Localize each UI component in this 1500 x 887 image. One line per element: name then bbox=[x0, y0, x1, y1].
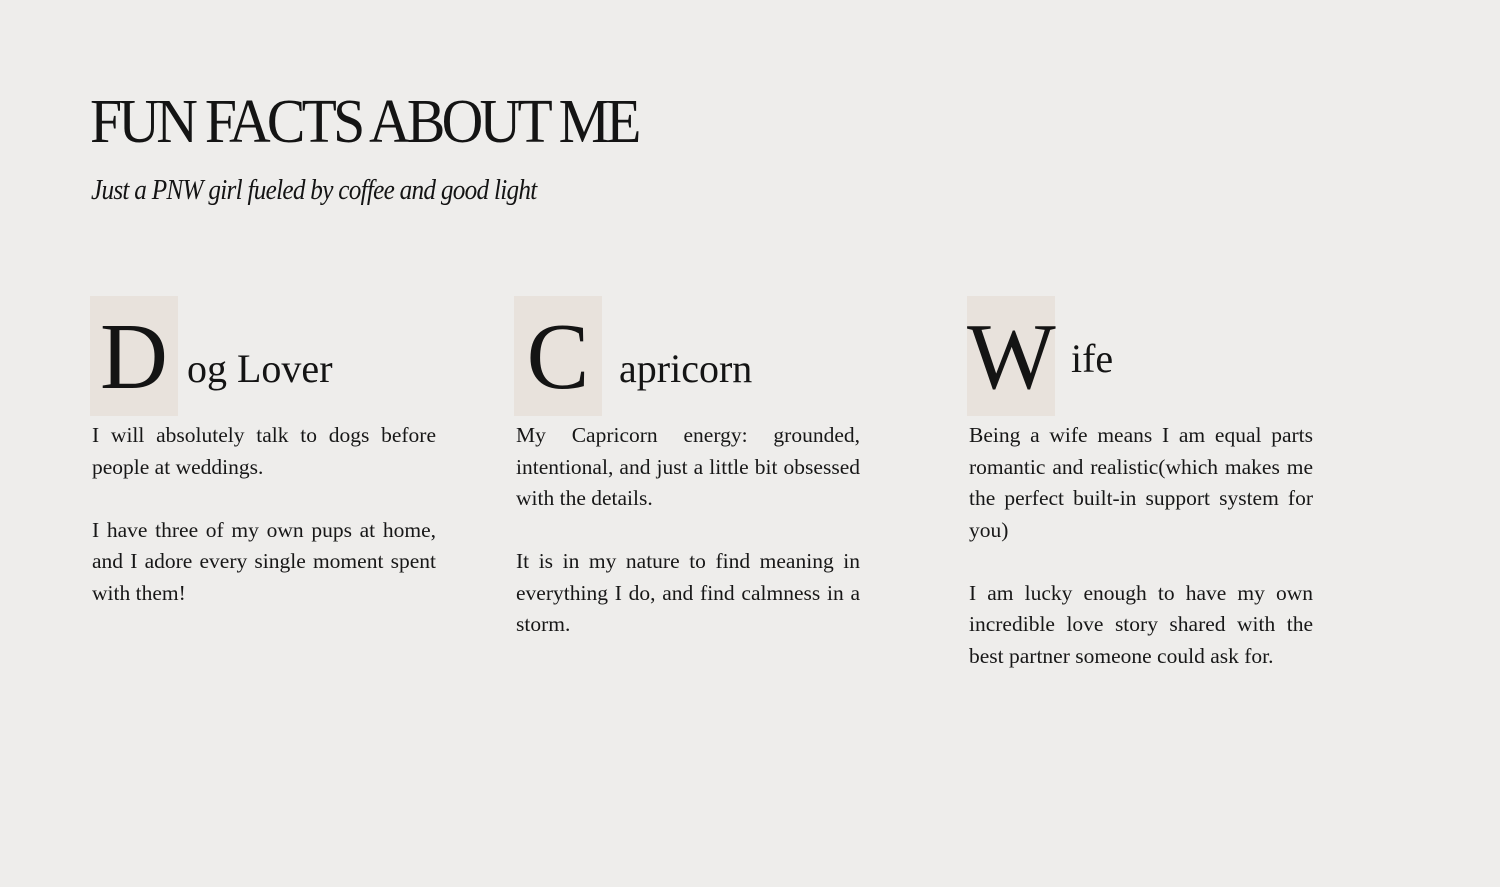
page-subtitle: Just a PNW girl fueled by coffee and good light bbox=[91, 175, 537, 206]
fact-body bbox=[516, 420, 860, 641]
fact-paragraph: I have three of my own pups at home, and I adore every single moment spent with them! bbox=[92, 517, 436, 605]
fact-title-rest: og Lover bbox=[187, 346, 333, 391]
fact-paragraph: Being a wife means I am equal parts romantic and realistic(which makes me the perfect built-in support system for you) bbox=[969, 423, 1313, 542]
drop-cap-box bbox=[90, 296, 178, 416]
page-title: FUN FACTS ABOUT ME bbox=[90, 88, 638, 156]
drop-cap-box bbox=[514, 296, 602, 416]
fact-title-rest: apricorn bbox=[619, 346, 753, 391]
fact-paragraph: I am lucky enough to have my own incredible love story shared with the best partner someone could ask for. bbox=[969, 580, 1313, 668]
fact-body bbox=[969, 420, 1313, 672]
drop-cap-initial: W bbox=[967, 305, 1056, 409]
fact-paragraph: It is in my nature to find meaning in everything I do, and find calmness in a storm. bbox=[516, 549, 860, 636]
fact-paragraph: I will absolutely talk to dogs before people at weddings. bbox=[92, 423, 436, 479]
drop-cap-initial: C bbox=[526, 305, 590, 409]
drop-cap-box bbox=[967, 296, 1055, 416]
fact-title-rest: ife bbox=[1071, 336, 1114, 381]
fact-paragraph: My Capricorn energy: grounded, intentional, and just a little bit obsessed with the details. bbox=[516, 423, 860, 510]
drop-cap-initial: D bbox=[100, 305, 168, 409]
fact-body bbox=[92, 420, 436, 609]
